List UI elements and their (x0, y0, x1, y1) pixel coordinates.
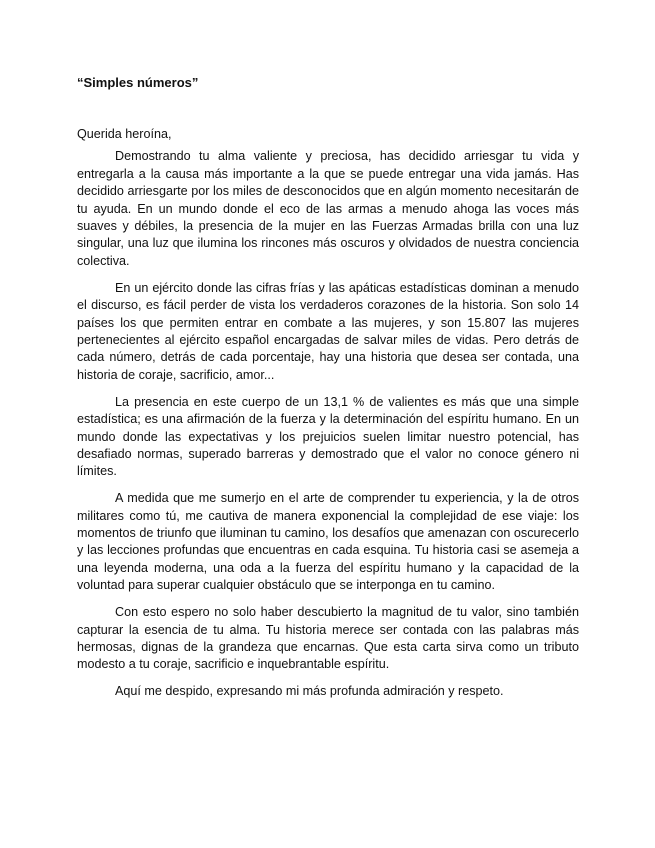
paragraph-4: A medida que me sumerjo en el arte de comprender tu experiencia, y la de otros militares como tú, me cautiva de manera exponencial la complejidad de ese viaje: los momentos de triunfo que iluminan tu camino, los desafíos que amenazan con oscurecerlo y las lecciones profundas que encuentras en cada esquina. Tu historia casi se asemeja a una leyenda moderna, una oda a la fuerza del espíritu humano y la capacidad de la voluntad para superar cualquier obstáculo que se interponga en tu camino. (77, 491, 579, 593)
paragraph-3: La presencia en este cuerpo de un 13,1 % de valientes es más que una simple estadística; es una afirmación de la fuerza y la determinación del espíritu humano. En un mundo donde las expectativas y los prejuicios suelen limitar nuestro potencial, has desafiado normas, superado barreras y demostrado que el valor no conoce género ni límites. (77, 394, 579, 479)
paragraph-6: Aquí me despido, expresando mi más profunda admiración y respeto. (115, 684, 504, 699)
salutation: Querida heroína, (77, 127, 172, 141)
document-body (77, 75, 579, 710)
paragraph-2: En un ejército donde las cifras frías y las apáticas estadísticas dominan a menudo el discurso, es fácil perder de vista los verdaderos corazones de la historia. Son solo 14 países los que permiten entrar en combate a las mujeres, y son 15.807 las mujeres pertenecientes al ejército español encargadas de salvar miles de vidas. Pero detrás de cada número, detrás de cada porcentaje, hay una historia que desea ser contada, una historia de coraje, sacrificio, amor... (77, 280, 579, 382)
document-title: “Simples números” (77, 75, 199, 90)
paragraph-1: Demostrando tu alma valiente y preciosa, has decidido arriesgar tu vida y entregarla a la causa más importante a la que se puede entregar una vida jamás. Has decidido arriesgarte por los miles de desconocidos que en algún momento necesitarán de tu ayuda. En un mundo donde el eco de las armas a menudo ahoga las voces más suaves y débiles, la presencia de la mujer en las Fuerzas Armadas brilla con una luz singular, una luz que ilumina los rincones más oscuros y olvidados de nuestra conciencia colectiva. (77, 149, 579, 268)
paragraph-5: Con esto espero no solo haber descubierto la magnitud de tu valor, sino también capturar la esencia de tu alma. Tu historia merece ser contada con las palabras más hermosas, dignas de la grandeza que encarnas. Que esta carta sirva como un tributo modesto a tu coraje, sacrificio e inquebrantable espíritu. (77, 605, 579, 672)
